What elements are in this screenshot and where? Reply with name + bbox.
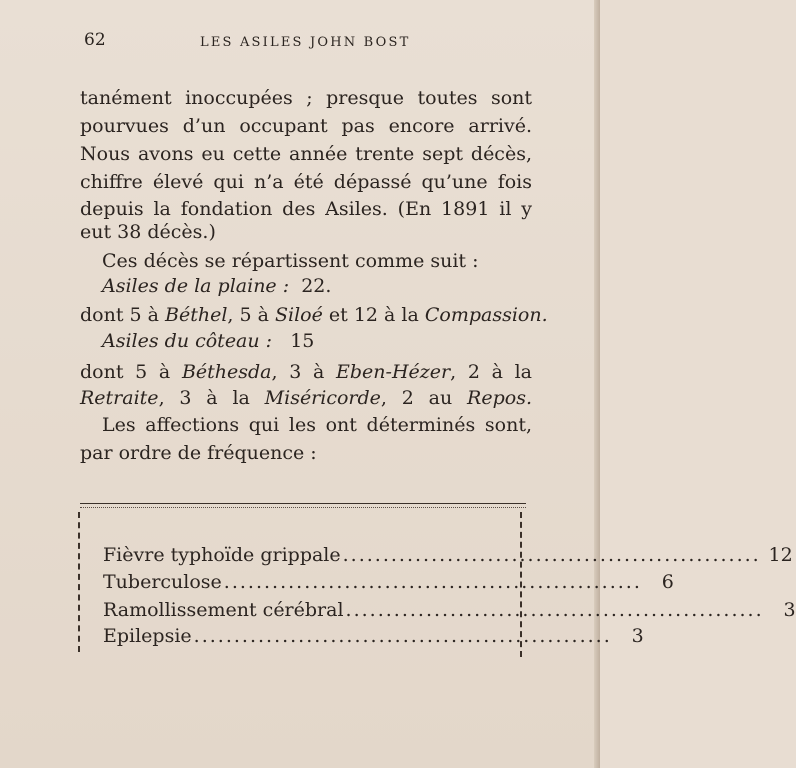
text-line: tanément inoccupées ; presque toutes sont — [80, 87, 532, 109]
text-line: Nous avons eu cette année trente sept décès, — [80, 143, 532, 165]
text-fragment: dont 5 à — [80, 304, 166, 326]
page-edge — [594, 0, 600, 768]
death-count: 12 — [768, 544, 793, 566]
dot-leader: .................................................... — [223, 571, 642, 593]
asile-name: Siloé — [275, 304, 323, 326]
plaine-detail — [80, 303, 548, 327]
text-line: Ces décès se répartissent comme suit : — [102, 250, 479, 272]
table-row — [103, 598, 796, 622]
cause-label: Ramollissement cérébral — [103, 599, 344, 621]
death-count: 3 — [631, 625, 644, 647]
text-line: Les affections qui les ont déterminés sont, — [102, 414, 532, 436]
table-top-rule-dotted — [80, 507, 526, 508]
coteau-detail-line1 — [80, 360, 532, 384]
asile-name: Retraite — [80, 387, 159, 409]
asile-name: Compassion. — [424, 304, 548, 326]
death-count: 6 — [661, 571, 674, 593]
asile-name: Béthesda — [181, 361, 272, 383]
plaine-count: 22. — [301, 275, 332, 297]
asile-name: Repos. — [467, 387, 532, 409]
text-fragment: , 2 à la — [450, 361, 533, 383]
dot-leader: .................................................... — [193, 625, 612, 647]
death-count: 3 — [783, 599, 796, 621]
coteau-label: Asiles du côteau : — [102, 330, 273, 352]
asile-name: Miséricorde — [264, 387, 381, 409]
text-fragment: , 5 à — [227, 304, 275, 326]
text-line: par ordre de fréquence : — [80, 442, 317, 464]
running-head: LES ASILES JOHN BOST — [200, 35, 411, 50]
cause-label: Tuberculose — [103, 571, 222, 593]
table-left-border — [78, 512, 80, 652]
coteau-count: 15 — [290, 330, 315, 352]
table-row — [103, 543, 793, 567]
text-line: chiffre élevé qui n’a été dépassé qu’une fois — [80, 171, 532, 193]
plaine-label: Asiles de la plaine : — [102, 275, 290, 297]
coteau-detail-line2 — [80, 386, 532, 410]
asile-name: Béthel — [165, 304, 228, 326]
cause-label: Epilepsie — [103, 625, 192, 647]
table-row — [103, 570, 674, 594]
text-fragment: , 3 à la — [158, 387, 265, 409]
text-line: depuis la fondation des Asiles. (En 1891 il y — [80, 198, 532, 220]
plaine-heading — [102, 274, 532, 298]
page-number: 62 — [84, 30, 106, 50]
text-fragment: , 3 à — [271, 361, 337, 383]
text-fragment: et 12 à la — [322, 304, 425, 326]
text-fragment: dont 5 à — [80, 361, 182, 383]
text-line: pourvues d’un occupant pas encore arrivé. — [80, 115, 532, 137]
asile-name: Eben-Hézer — [336, 361, 451, 383]
coteau-heading — [102, 329, 532, 353]
text-line: eut 38 décès.) — [80, 221, 216, 243]
table-top-rule — [80, 503, 526, 504]
dot-leader: .................................................... — [345, 599, 764, 621]
table-row — [103, 624, 644, 648]
dot-leader: .................................................... — [342, 544, 761, 566]
text-fragment: , 2 au — [380, 387, 468, 409]
cause-label: Fièvre typhoïde grippale — [103, 544, 341, 566]
